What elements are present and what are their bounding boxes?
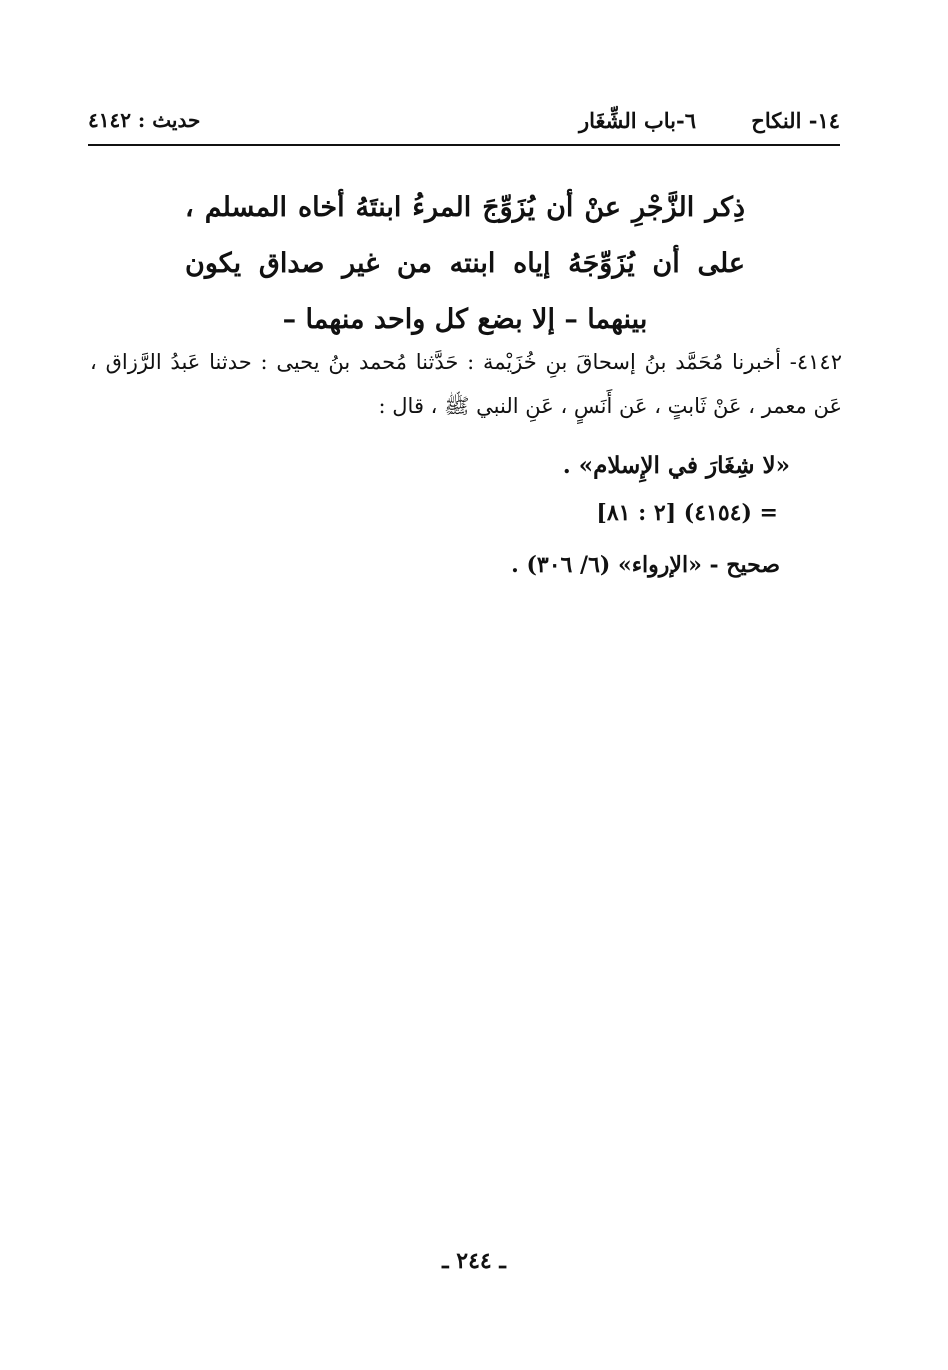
chapter-heading: ذِكر الزَّجْرِ عنْ أن يُزَوِّجَ المرءُ ابنتَهُ أخاه المسلم ، على أن يُزَوِّجَهُ إياه ابنته من غير صداق يكون بينهما – إلا بضع كل واحد منهما – <box>185 192 745 335</box>
header-book-title: ١٤- النكاح <box>751 108 840 133</box>
cross-reference: = (٤١٥٤) [٢ : ٨١] <box>596 500 778 526</box>
hadith-grading: صحيح - «الإرواء» (٦/ ٣٠٦) . <box>511 552 780 578</box>
header-book-chapter <box>579 108 840 133</box>
header-hadith-number: حديث : ٤١٤٢ <box>88 108 201 132</box>
page-header <box>88 104 840 146</box>
hadith-matn: «لا شِغَارَ في الإِسلام» . <box>562 452 790 479</box>
page-number: ـ ٢٤٤ ـ <box>442 1248 506 1274</box>
header-chapter-title: ٦-باب الشِّغَار <box>579 108 696 133</box>
hadith-text: ٤١٤٢- أخبرنا مُحَمَّد بنُ إسحاقَ بنِ خُزَيْمة : حَدَّثنا مُحمد بنُ يحيى : حدثنا عَبدُ الرَّزاق ، عَن معمر ، عَنْ ثَابتٍ ، عَن أَنَسٍ ، عَنِ النبي ﷺ ، قال : <box>90 350 842 418</box>
